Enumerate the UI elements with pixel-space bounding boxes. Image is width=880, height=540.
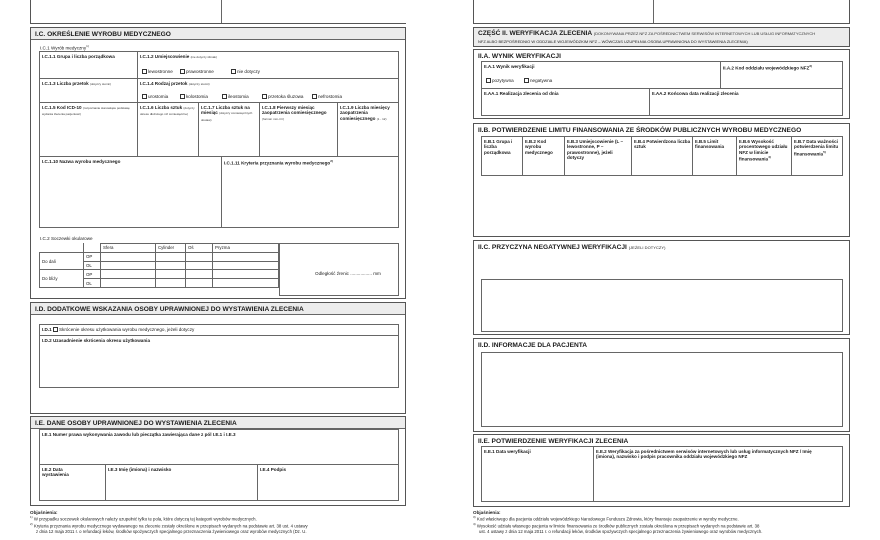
field-c17[interactable] [198, 102, 260, 157]
lens-label: I.C.2 Soczewki okularowe [40, 236, 93, 241]
field-e1[interactable] [39, 429, 399, 465]
opt-lewostronne[interactable]: lewostronne [142, 69, 173, 75]
field-b6-label: II.B.6 Wysokość procentowego udziału NFZ w limicie finansowania$^{4)}$ [739, 139, 788, 162]
lens-header-pryzma: Pryzma [213, 244, 279, 253]
checkbox-icon[interactable] [142, 69, 147, 74]
lens-cell[interactable] [213, 261, 279, 270]
checkbox-icon[interactable] [180, 69, 185, 74]
pupil-distance-field[interactable] [279, 243, 399, 296]
section-iib [473, 123, 850, 237]
field-b7[interactable] [791, 136, 843, 232]
lens-header-cylinder: Cylinder [156, 244, 186, 253]
lens-row-do-blizy: Do bliży [40, 270, 84, 288]
checkbox-icon[interactable] [312, 94, 317, 99]
footnote-3: $^{3)}$ Kod właściwego dla pacjenta oddziału wojewódzkiego Narodowego Funduszu Zdrowia, który finansuje zaopatrzenie w wyroby medyczne. [473, 515, 739, 522]
field-b4-label: II.B.4 Potwierdzona liczba sztuk [634, 139, 691, 150]
footnote-2-continued: z dnia 12 maja 2011 r. o refundacji leków, środków spożywczych specjalnego przeznaczenia żywieniowego oraz wyrobów medycznych (Dz. U. [36, 528, 307, 534]
opt-prawostronne[interactable]: prawostronne [180, 69, 214, 75]
field-c12 [137, 51, 399, 79]
section-iie [473, 434, 850, 507]
checkbox-icon[interactable] [486, 78, 491, 83]
lens-op: OP [84, 252, 101, 261]
field-b1-value[interactable] [481, 175, 523, 232]
previous-section-divider-right [474, 0, 654, 23]
previous-section-box-right [473, 0, 850, 24]
field-d2[interactable] [39, 335, 399, 388]
lens-op: OP [84, 270, 101, 279]
field-b5[interactable] [692, 136, 737, 232]
field-c110[interactable] [39, 156, 222, 228]
checkbox-icon[interactable] [262, 94, 267, 99]
opt-nefrostomia[interactable]: nefrostomia [312, 94, 342, 100]
field-d1-label[interactable]: I.D.1 Skrócenie okresu użytkowania wyrobu medycznego, jeżeli dotyczy [42, 327, 195, 332]
footnotes-left [30, 510, 406, 534]
field-aa1-label: II.AA.1 Realizacja zlecenia od dnia [484, 91, 559, 96]
checkbox-icon[interactable] [222, 94, 227, 99]
field-b4[interactable] [631, 136, 693, 232]
footnote-2: $^{2)}$ Kryteria przyznania wyrobu medycznego wydawanego na zlecenie zostały określone w przepisach wydanych na podstawie art. 38 ust. 4 ustawy [30, 522, 308, 529]
lens-ol: OL [84, 261, 101, 270]
field-c14 [137, 78, 399, 103]
lens-ol: OL [84, 279, 101, 288]
field-e3-label: I.E.3 Imię (imiona) i nazwisko [108, 467, 172, 472]
lens-cell[interactable] [101, 261, 156, 270]
field-b3[interactable] [564, 136, 632, 232]
field-e3[interactable] [105, 464, 258, 501]
pupil-distance-label: Odległość źrenic ................. mm [315, 271, 381, 276]
section-ie [30, 416, 406, 506]
field-aa1[interactable] [481, 88, 650, 116]
field-b2[interactable] [522, 136, 565, 232]
field-e2[interactable] [39, 464, 106, 501]
field-a2-label: II.A.2 Kod oddziału wojewódzkiego NFZ$^{3)}$ [723, 64, 812, 71]
field-ie1[interactable] [481, 446, 594, 502]
footnotes-right [473, 510, 850, 534]
field-c15-label: I.C.1.5 Kod ICD-10 (rozpoznanie stanowiące podstawę wydania zlecenia pacjentowi) [42, 105, 130, 117]
part-2-header [473, 27, 850, 47]
field-c11[interactable] [39, 51, 138, 79]
part-2-title: CZĘŚĆ II. WERYFIKACJA ZLECENIA (DOKONYWANA PRZEZ NFZ ZA POŚREDNICTWEM SERWISÓW INTERNETOWYCH LUB USŁUG INFORMATYCZNYCH [478, 30, 816, 37]
lens-cell[interactable] [186, 279, 213, 288]
field-b1[interactable] [481, 136, 523, 232]
lens-cell[interactable] [101, 270, 156, 279]
lens-cell[interactable] [186, 270, 213, 279]
footnote-1: $^{1)}$ W przypadku soczewek okularowych należy uzupełnić tylko te pola, które dotyczą tej kategorii wyrobów medycznych. [30, 515, 257, 522]
field-b7-value[interactable] [791, 175, 843, 232]
opt-negatywna[interactable]: negatywna [524, 78, 552, 84]
lens-cell[interactable] [101, 252, 156, 261]
section-iib-title: II.B. POTWIERDZENIE LIMITU FINANSOWANIA ZE ŚRODKÓW PUBLICZNYCH WYROBU MEDYCZNEGO [474, 124, 849, 136]
field-b3-label: II.B.3 Umiejscowienie (L – lewostronne, P – prawostronne), jeżeli dotyczy [567, 139, 624, 161]
field-c19-label: I.C.1.9 Liczba miesięcy zaopatrzenia comiesięcznego (1 - 12) [340, 105, 390, 121]
field-e2-label: I.E.2 Data wystawienia [42, 467, 69, 478]
lens-cell[interactable] [186, 261, 213, 270]
lens-cell[interactable] [101, 279, 156, 288]
field-c110-label: I.C.1.10 Nazwa wyrobu medycznego [42, 159, 121, 164]
field-a2[interactable] [720, 61, 843, 89]
section-id [30, 302, 406, 414]
checkbox-icon[interactable] [180, 94, 185, 99]
field-b3-value[interactable] [564, 175, 632, 232]
field-c13-label: I.C.1.3 Liczba przetok (dotyczy stomii) [42, 81, 111, 86]
opt-nie-dotyczy[interactable]: nie dotyczy [231, 69, 260, 75]
section-iic [473, 240, 850, 335]
section-ic-title: I.C. OKREŚLENIE WYROBU MEDYCZNEGO [31, 28, 405, 40]
lens-header-os: Oś [186, 244, 213, 253]
lens-cell[interactable] [213, 270, 279, 279]
form-part-2 [473, 0, 850, 540]
section-iid [473, 338, 850, 432]
section-id-title: I.D. DODATKOWE WSKAZANIA OSOBY UPRAWNIONEJ DO WYSTAWIENIA ZLECENIA [31, 303, 405, 315]
field-aa2-label: II.AA.2 Końcowa data realizacji zlecenia [652, 91, 739, 96]
field-ie1-label: II.E.1 Data weryfikacji [484, 449, 531, 454]
field-c19[interactable] [337, 102, 399, 157]
field-a1-label: II.A.1 Wynik weryfikacji [484, 64, 535, 69]
opt-pozytywna[interactable]: pozytywna [486, 78, 514, 84]
lens-cell[interactable] [156, 279, 186, 288]
field-c17-label: I.C.1.7 Liczba sztuk na miesiąc (dotyczy comiesięcznych dostaw) [201, 105, 253, 122]
field-b7-label: II.B.7 Data ważności potwierdzenia limitu finansowania$^{5)}$ [794, 139, 839, 157]
previous-section-box [30, 0, 406, 24]
section-iic-title: II.C. PRZYCZYNA NEGATYWNEJ WERYFIKACJI (JEŻELI DOTYCZY) [474, 241, 849, 253]
field-e4-label: I.E.4 Podpis [260, 467, 287, 472]
field-ie2[interactable] [593, 446, 843, 502]
field-c111-label: I.C.1.11 Kryteria przyznania wyrobu medycznego$^{2)}$ [224, 159, 333, 166]
field-c111[interactable] [221, 156, 399, 228]
field-d-info[interactable] [481, 352, 843, 427]
field-c18[interactable] [259, 102, 338, 157]
field-c16-label: I.C.1.6 Liczba sztuk (dotyczy okresu dłuższego niż comiesięczne) [140, 105, 195, 117]
field-b1-label: II.B.1 Grupa i liczba porządkowa [484, 139, 513, 155]
field-c14-label: I.C.1.4 Rodzaj przetok (dotyczy stomii) [140, 81, 210, 86]
field-b6-value[interactable] [736, 175, 792, 232]
field-b2-label: II.B.2 Kod wyrobu medycznego [525, 139, 553, 155]
part-2-note: NFZ ALBO BEZPOŚREDNIO W ODDZIALE WOJEWÓDZKIM NFZ – WÓWCZAS UZUPEŁNIA OSOBA UPRAWNIONA DO WYSTAWIENIA ZLECENIA) [478, 39, 748, 44]
section-iid-title: II.D. INFORMACJE DLA PACJENTA [474, 339, 849, 351]
previous-section-divider [221, 0, 406, 23]
field-c16[interactable] [137, 102, 199, 157]
field-e1-label: I.E.1 Numer prawa wykonywania zawodu lub pieczątka zawierająca dane z pól I.E.1 i I.E.3 [42, 432, 236, 437]
checkbox-icon[interactable] [524, 78, 529, 83]
lens-cell[interactable] [213, 279, 279, 288]
wyrob-label: I.C.1 Wyrób medyczny$^{1)}$ [40, 44, 89, 51]
opt-ileostomia[interactable]: ileostomia [222, 94, 249, 100]
section-iia [473, 49, 850, 119]
field-d2-label: I.D.2 Uzasadnienie skrócenia okresu użytkowania [42, 338, 150, 343]
form-part-1 [30, 0, 406, 540]
lens-table [39, 243, 279, 288]
section-iie-title: II.E. POTWIERDZENIE WERYFIKACJI ZLECENIA [474, 435, 849, 447]
lens-header-sfera: Sfera [101, 244, 156, 253]
opt-przetoka-sluzowa[interactable]: przetoka śluzowa [262, 94, 304, 100]
lens-cell[interactable] [156, 261, 186, 270]
footnote-4-continued: ust. 4 ustawy z dnia 12 maja 2011 r. o refundacji leków, środków spożywczych specjalnego przeznaczenia żywieniowego oraz wyrobów medycznych. [479, 528, 763, 534]
footnotes-title: Objaśnienia: [30, 510, 58, 515]
field-a1 [481, 61, 721, 89]
checkbox-icon[interactable] [53, 327, 58, 332]
field-aa2[interactable] [649, 88, 843, 116]
section-iia-title: II.A. WYNIK WERYFIKACJI [474, 50, 849, 61]
section-ie-title: I.E. DANE OSOBY UPRAWNIONEJ DO WYSTAWIENIA ZLECENIA [31, 417, 405, 429]
field-c11-label: I.C.1.1 Grupa i liczba porządkowa [42, 54, 115, 59]
opt-urostomia[interactable]: urostomia [142, 94, 168, 100]
field-c-reason[interactable] [481, 279, 843, 332]
field-ie2-label: II.E.2 Weryfikacja za pośrednictwem serwisów internetowych lub usług informatycznych NFZ / Imię (imiona), nazwisko i podpis pracownika oddziału wojewódzkiego NFZ [596, 449, 812, 460]
field-c12-label: I.C.1.2 Umiejscowienie (nie dotyczy ślimak) [140, 54, 217, 59]
footnotes-title: Objaśnienia: [473, 510, 501, 515]
lens-cell[interactable] [213, 252, 279, 261]
lens-row-do-dali: Do dali [40, 252, 84, 270]
field-b5-value[interactable] [692, 175, 737, 232]
lens-cell[interactable] [156, 270, 186, 279]
checkbox-icon[interactable] [231, 69, 236, 74]
field-e4[interactable] [257, 464, 399, 501]
section-ic [30, 27, 406, 299]
field-b5-label: II.B.5 Limit finansowania [695, 139, 725, 150]
footnote-4: $^{4)}$ Wysokość udziału własnego pacjenta w limicie finansowania ze środków publicznych została określona w przepisach wydanych na podstawie art. 38 [473, 522, 760, 529]
field-b6[interactable] [736, 136, 792, 232]
checkbox-icon[interactable] [142, 94, 147, 99]
lens-cell[interactable] [156, 252, 186, 261]
opt-kolostomia[interactable]: kolostomia [180, 94, 208, 100]
field-b2-value[interactable] [522, 175, 565, 232]
field-c18-label: I.C.1.8 Pierwszy miesiąc zaopatrzenia comiesięcznego (format: mm-rrrr) [262, 105, 327, 121]
field-b4-value[interactable] [631, 175, 693, 232]
lens-cell[interactable] [186, 252, 213, 261]
field-c15[interactable] [39, 102, 138, 157]
field-c13[interactable] [39, 78, 138, 103]
